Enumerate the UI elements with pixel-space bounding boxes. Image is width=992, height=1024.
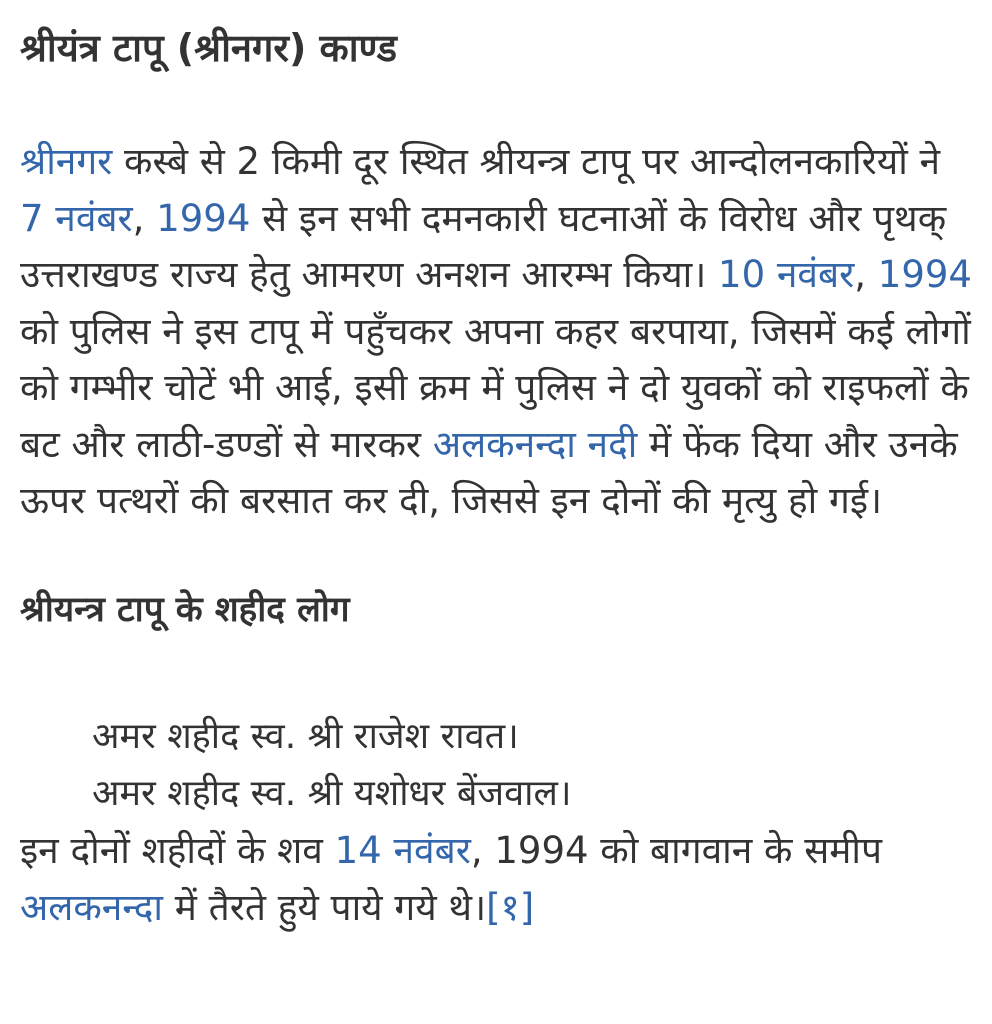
- list-item: अमर शहीद स्व. श्री यशोधर बेंजवाल।: [92, 772, 572, 814]
- link-year-1994-first[interactable]: 1994: [156, 196, 251, 240]
- paragraph-comma-1: ,: [132, 196, 157, 240]
- list-item: अमर शहीद स्व. श्री राजेश रावत।: [92, 715, 519, 757]
- closing-paragraph: [20, 822, 972, 936]
- paragraph-text-3: को पुलिस ने इस टापू में पहुँचकर अपना कहर बरपाया, जिसमें कई लोगों को गम्भीर चोटें भी आई, इसी क्रम में पुलिस ने दो युवकों को राइफलों के बट और लाठी-डण्डों से मारकर: [20, 309, 971, 466]
- link-date-14-november[interactable]: 14 नवंबर: [334, 828, 471, 872]
- link-date-7-november[interactable]: 7 नवंबर: [20, 196, 133, 240]
- section-title: श्रीयंत्र टापू (श्रीनगर) काण्ड: [20, 26, 397, 70]
- closing-text-3: में तैरते हुये पाये गये थे।: [162, 885, 487, 929]
- reference-link[interactable]: [१]: [486, 885, 535, 929]
- paragraph-text-2: से इन सभी दमनकारी घटनाओं के विरोध और पृथक् उत्तराखण्ड राज्य हेतु आमरण अनशन आरम्भ किया।: [20, 196, 947, 296]
- link-date-10-november[interactable]: 10 नवंबर: [718, 253, 855, 296]
- paragraph-text-1: कस्बे से 2 किमी दूर स्थित श्रीयन्त्र टापू पर आन्दोलनकारियों ने: [112, 140, 941, 183]
- link-srinagar[interactable]: श्रीनगर: [20, 140, 113, 183]
- paragraph-comma-2: ,: [854, 253, 878, 296]
- martyr-list: [20, 708, 972, 822]
- closing-text-1: इन दोनों शहीदों के शव: [20, 828, 335, 872]
- link-year-1994-second[interactable]: 1994: [877, 253, 972, 296]
- link-alaknanda-river[interactable]: अलकनन्दा नदी: [432, 422, 638, 466]
- link-alaknanda[interactable]: अलकनन्दा: [20, 885, 163, 929]
- closing-text-2: , 1994 को बागवान के समीप: [470, 828, 882, 872]
- subsection-title: श्रीयन्त्र टापू के शहीद लोग: [20, 589, 350, 630]
- main-paragraph: [20, 134, 972, 530]
- paragraph-text-4: में फेंक दिया और उनके ऊपर पत्थरों की बरसात कर दी, जिससे इन दोनों की मृत्यु हो गई।: [20, 422, 958, 522]
